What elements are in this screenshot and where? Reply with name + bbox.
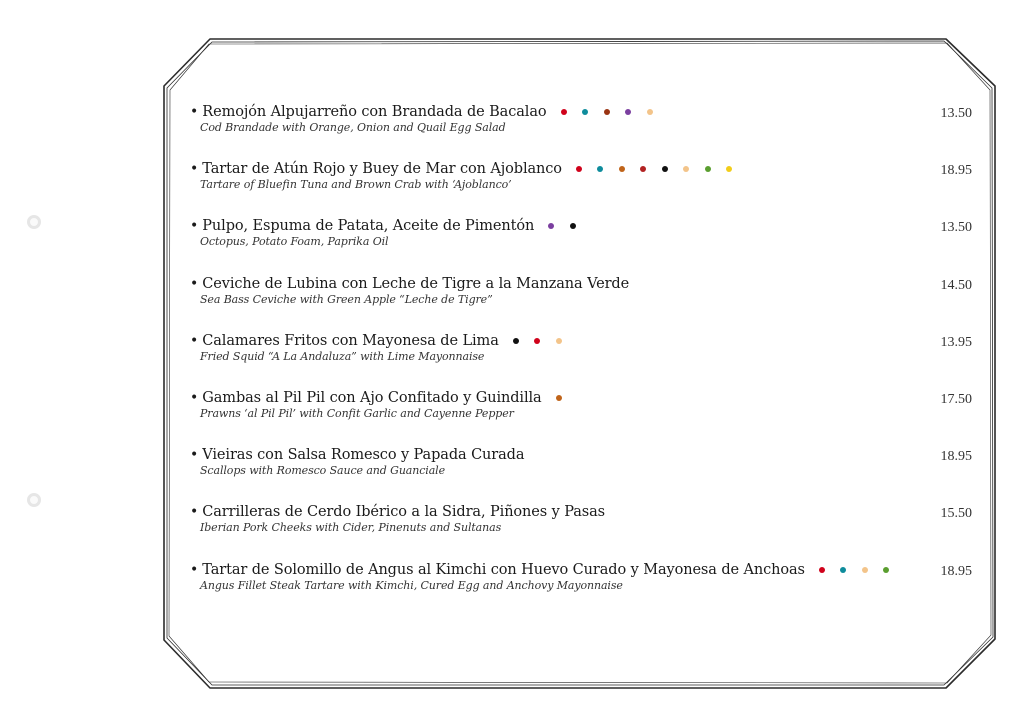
menu-item bbox=[190, 276, 980, 333]
allergen-dot-icon bbox=[683, 166, 689, 172]
allergen-icons bbox=[548, 223, 591, 229]
allergen-dot-icon bbox=[662, 166, 668, 172]
allergen-dot-icon bbox=[513, 338, 519, 344]
dish-name: Tartar de Solomillo de Angus al Kimchi con Huevo Curado y Mayonesa de Anchoas bbox=[202, 561, 805, 578]
allergen-icons bbox=[556, 395, 578, 401]
dish-description: Octopus, Potato Foam, Paprika Oil bbox=[200, 235, 389, 249]
dish-description: Prawns ‘al Pil Pil’ with Confit Garlic and Cayenne Pepper bbox=[200, 406, 514, 420]
dish-description: Sea Bass Ceviche with Green Apple “Leche de Tigre” bbox=[200, 292, 493, 306]
allergen-dot-icon bbox=[561, 109, 567, 115]
dish-name: Pulpo, Espuma de Patata, Aceite de Pimentón bbox=[202, 218, 535, 235]
allergen-icons bbox=[576, 166, 748, 172]
menu-item bbox=[190, 218, 980, 275]
allergen-dot-icon bbox=[556, 338, 562, 344]
dish-price: 17.50 bbox=[940, 391, 972, 407]
dish-price: 18.95 bbox=[940, 563, 972, 579]
bullet-icon: • bbox=[190, 218, 199, 235]
allergen-dot-icon bbox=[548, 223, 554, 229]
menu-item bbox=[190, 504, 980, 561]
bullet-icon: • bbox=[190, 447, 199, 464]
bullet-icon: • bbox=[190, 389, 199, 406]
dish-description: Fried Squid “A La Andaluza” with Lime Mayonnaise bbox=[200, 349, 485, 363]
dish-name: Calamares Fritos con Mayonesa de Lima bbox=[202, 332, 499, 349]
menu-item bbox=[190, 104, 980, 161]
dish-description: Cod Brandade with Orange, Onion and Quail Egg Salad bbox=[200, 121, 506, 134]
allergen-dot-icon bbox=[647, 109, 653, 115]
allergen-dot-icon bbox=[862, 567, 868, 573]
dish-price: 14.50 bbox=[940, 277, 972, 293]
dish-name: Vieiras con Salsa Romesco y Papada Curada bbox=[202, 447, 525, 464]
menu-item bbox=[190, 333, 980, 390]
dish-name: Gambas al Pil Pil con Ajo Confitado y Guindilla bbox=[202, 389, 542, 406]
dish-description: Scallops with Romesco Sauce and Guanciale bbox=[200, 464, 446, 478]
dish-price: 13.95 bbox=[940, 334, 972, 350]
bullet-icon: • bbox=[190, 332, 199, 349]
bullet-icon: • bbox=[190, 561, 199, 578]
menu-item-line bbox=[190, 562, 980, 578]
dish-name: Tartar de Atún Rojo y Buey de Mar con Ajoblanco bbox=[202, 161, 562, 178]
dish-price: 18.95 bbox=[940, 163, 972, 179]
allergen-dot-icon bbox=[619, 166, 625, 172]
allergen-dot-icon bbox=[705, 166, 711, 172]
bullet-icon: • bbox=[190, 161, 199, 178]
dish-description: Iberian Pork Cheeks with Cider, Pinenuts and Sultanas bbox=[200, 521, 502, 535]
allergen-icons bbox=[513, 338, 578, 344]
dish-description: Angus Fillet Steak Tartare with Kimchi, Cured Egg and Anchovy Mayonnaise bbox=[200, 578, 623, 592]
allergen-dot-icon bbox=[640, 166, 646, 172]
dish-price: 13.50 bbox=[940, 220, 972, 236]
allergen-dot-icon bbox=[576, 166, 582, 172]
dish-price: 15.50 bbox=[940, 506, 972, 522]
menu-item bbox=[190, 161, 980, 218]
menu-item bbox=[190, 447, 980, 504]
menu-item-line bbox=[190, 390, 980, 406]
allergen-icons bbox=[819, 567, 905, 573]
bullet-icon: • bbox=[190, 104, 199, 120]
allergen-dot-icon bbox=[582, 109, 588, 115]
dish-name: Ceviche de Lubina con Leche de Tigre a la Manzana Verde bbox=[202, 275, 630, 292]
allergen-dot-icon bbox=[570, 223, 576, 229]
menu-item-line bbox=[190, 447, 980, 463]
dish-price: 13.50 bbox=[940, 106, 972, 121]
dish-description: Tartare of Bluefin Tuna and Brown Crab with ‘Ajoblanco’ bbox=[200, 178, 512, 192]
allergen-icons bbox=[561, 109, 669, 115]
menu-item-line bbox=[190, 276, 980, 292]
menu-item-line bbox=[190, 161, 980, 177]
menu-item-line bbox=[190, 104, 980, 120]
menu-item-line bbox=[190, 504, 980, 520]
bullet-icon: • bbox=[190, 275, 199, 292]
allergen-dot-icon bbox=[625, 109, 631, 115]
allergen-dot-icon bbox=[726, 166, 732, 172]
dish-name: Remojón Alpujarreño con Brandada de Bacalao bbox=[202, 104, 547, 120]
dish-name: Carrilleras de Cerdo Ibérico a la Sidra, Piñones y Pasas bbox=[202, 504, 606, 521]
allergen-dot-icon bbox=[597, 166, 603, 172]
menu-list bbox=[190, 104, 980, 619]
allergen-dot-icon bbox=[883, 567, 889, 573]
dish-price: 18.95 bbox=[940, 449, 972, 465]
menu-item-line bbox=[190, 218, 980, 234]
menu-item bbox=[190, 562, 980, 619]
menu-item bbox=[190, 390, 980, 447]
allergen-dot-icon bbox=[534, 338, 540, 344]
allergen-dot-icon bbox=[840, 567, 846, 573]
bullet-icon: • bbox=[190, 504, 199, 521]
allergen-dot-icon bbox=[819, 567, 825, 573]
allergen-dot-icon bbox=[604, 109, 610, 115]
allergen-dot-icon bbox=[556, 395, 562, 401]
menu-item-line bbox=[190, 333, 980, 349]
